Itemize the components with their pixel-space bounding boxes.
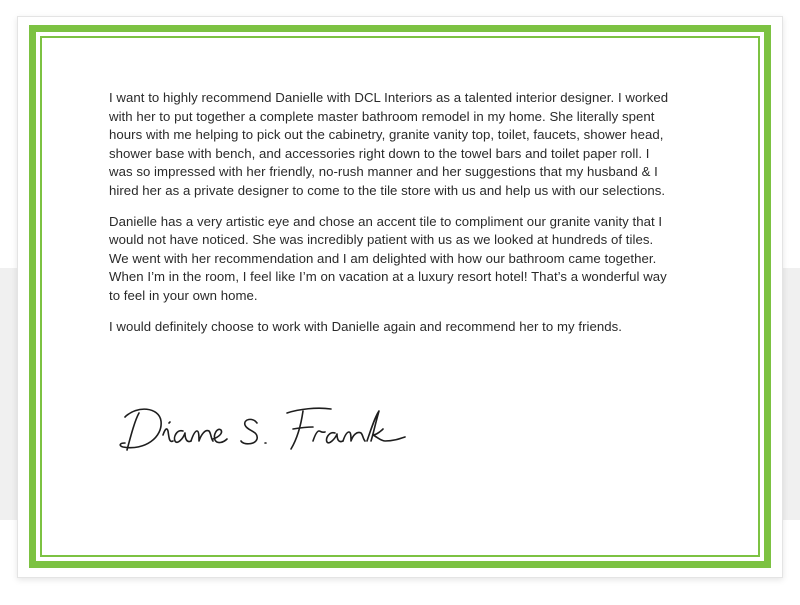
- handwritten-signature: [117, 395, 407, 465]
- green-frame: [29, 25, 771, 568]
- letter-paragraph-1: I want to highly recommend Danielle with DCL Interiors as a talented interior designer. I worked with her to put together a complete master bathroom remodel in my home. She literally spent hours with me helping to pick out the cabinetry, granite vanity top, toilet, faucets, shower head, shower base with bench, and accessories right down to the towel bars and toilet paper roll. I was so impressed with her friendly, no-rush manner and her suggestions that my husband & I hired her as a private designer to come to the tile store with us and help us with our selections.: [109, 90, 669, 198]
- letter-paragraph-3: I would definitely choose to work with Danielle again and recommend her to my friends.: [109, 318, 623, 334]
- letter-paragraph-2: Danielle has a very artistic eye and chose an accent tile to compliment our granite vanity that I would not have noticed. She was incredibly patient with us as we looked at hundreds of tiles. We went with her recommendation and I am delighted with how our bathroom came together. When I’m in the room, I feel like I’m on vacation at a luxury resort hotel! That’s a wonderful way to feel in your own home.: [109, 213, 667, 303]
- testimonial-letter: [109, 89, 669, 348]
- green-frame-inner: [40, 36, 760, 557]
- signature-drawing: [117, 395, 407, 465]
